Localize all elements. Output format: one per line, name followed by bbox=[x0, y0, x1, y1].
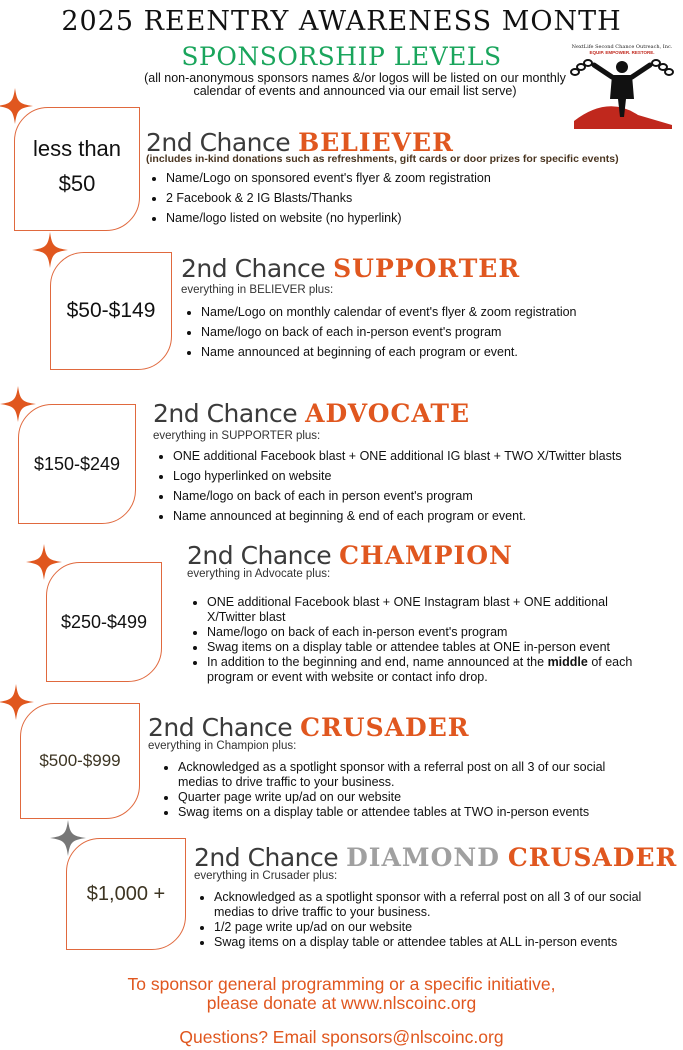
benefit-list-supporter bbox=[181, 302, 681, 362]
level-heading-believer: 2nd Chance BELIEVER bbox=[146, 128, 454, 157]
benefit-item: • In addition to the beginning and end, name announced at the middle of each program or event with website or contact info drop. bbox=[207, 655, 647, 685]
questions-line: Questions? Email sponsors@nlscoinc.org bbox=[179, 1027, 504, 1047]
sparkle-star-icon bbox=[0, 386, 36, 422]
benefit-item: • Name announced at beginning & end of each program or event. bbox=[173, 506, 683, 526]
benefit-item: • Swag items on a display table or attendee tables at ALL in-person events bbox=[214, 935, 683, 950]
sparkle-star-icon bbox=[0, 684, 34, 720]
logo-org-name: NextLife Second Chance Outreach, Inc. bbox=[571, 44, 673, 50]
level-heading-champion: 2nd Chance CHAMPION bbox=[187, 541, 513, 570]
level-subtitle-supporter: everything in BELIEVER plus: bbox=[181, 284, 334, 296]
benefit-item: • Acknowledged as a spotlight sponsor with a referral post on all 3 of our social medias to drive traffic to your business. bbox=[214, 890, 683, 920]
benefit-list-champion bbox=[187, 595, 647, 685]
page-title: 2025 REENTRY AWARENESS MONTH bbox=[61, 6, 622, 37]
level-subtitle-champion: everything in Advocate plus: bbox=[187, 568, 331, 580]
level-subtitle-crusader: everything in Champion plus: bbox=[148, 740, 297, 752]
price-box-supporter bbox=[50, 252, 172, 370]
level-heading-supporter: 2nd Chance SUPPORTER bbox=[181, 254, 521, 283]
sparkle-star-icon bbox=[26, 544, 62, 580]
benefit-item: • Name/Logo on sponsored event's flyer & zoom registration bbox=[166, 168, 683, 188]
price-box-champion bbox=[46, 562, 162, 682]
benefit-item: • Swag items on a display table or attendee tables at ONE in-person event bbox=[207, 640, 647, 655]
sparkle-star-gray-icon bbox=[50, 820, 86, 856]
header-note: (all non-anonymous sponsors names &/or logos will be listed on our monthly calendar of events and announced via our email list serve) bbox=[144, 71, 566, 98]
price-label: $250-$499 bbox=[60, 611, 148, 632]
benefit-item: • Logo hyperlinked on website bbox=[173, 466, 683, 486]
benefit-item: • ONE additional Facebook blast + ONE additional IG blast + TWO X/Twitter blasts bbox=[173, 446, 683, 466]
page-subtitle: SPONSORSHIP LEVELS bbox=[181, 42, 502, 71]
price-label: $50-$149 bbox=[66, 299, 156, 322]
level-subtitle-advocate: everything in SUPPORTER plus: bbox=[153, 430, 321, 442]
price-label: $150-$249 bbox=[33, 453, 121, 474]
level-heading-crusader: 2nd Chance CRUSADER bbox=[148, 713, 470, 742]
donate-line1: To sponsor general programming or a specific initiative, bbox=[127, 974, 556, 994]
benefit-list-believer bbox=[146, 168, 683, 228]
benefit-item: • Name/logo listed on website (no hyperlink) bbox=[166, 208, 683, 228]
donate-line2: please donate at www.nlscoinc.org bbox=[206, 993, 477, 1013]
sparkle-star-icon bbox=[0, 88, 33, 124]
level-heading-advocate: 2nd Chance ADVOCATE bbox=[153, 399, 471, 428]
level-heading-diamond-crusader: 2nd Chance DIAMOND CRUSADER bbox=[194, 843, 678, 872]
benefit-item: • Quarter page write up/ad on our website bbox=[178, 790, 648, 805]
benefit-list-crusader bbox=[158, 760, 648, 820]
benefit-list-advocate bbox=[153, 446, 683, 526]
org-logo bbox=[568, 44, 676, 132]
benefit-item: • Name/Logo on monthly calendar of event's flyer & zoom registration bbox=[201, 302, 681, 322]
price-line2: $50 bbox=[58, 171, 96, 196]
level-subtitle-diamond-crusader: everything in Crusader plus: bbox=[194, 870, 338, 882]
benefit-item: • Name announced at beginning of each program or event. bbox=[201, 342, 681, 362]
benefit-list-diamond-crusader bbox=[194, 890, 683, 950]
price-box-believer bbox=[14, 107, 140, 231]
benefit-item: • Name/logo on back of each in person event's program bbox=[173, 486, 683, 506]
price-box-advocate bbox=[18, 404, 136, 524]
sparkle-star-icon bbox=[32, 232, 68, 268]
logo-tagline: EQUIP. EMPOWER. RESTORE. bbox=[589, 50, 655, 55]
benefit-item: • 1/2 page write up/ad on our website bbox=[214, 920, 683, 935]
level-subtitle-believer: (includes in-kind donations such as refreshments, gift cards or door prizes for specific events) bbox=[146, 153, 619, 165]
chain-breaker-icon bbox=[568, 55, 676, 129]
price-label: $500-$999 bbox=[39, 751, 121, 770]
benefit-item: • Acknowledged as a spotlight sponsor with a referral post on all 3 of our social medias to drive traffic to your business. bbox=[178, 760, 648, 790]
benefit-item: • Name/logo on back of each in-person event's program bbox=[207, 625, 647, 640]
benefit-item: • Name/logo on back of each in-person event's program bbox=[201, 322, 681, 342]
benefit-item: • ONE additional Facebook blast + ONE Instagram blast + ONE additional X/Twitter blast bbox=[207, 595, 647, 625]
price-label: $1,000 + bbox=[86, 882, 166, 905]
price-box-crusader bbox=[20, 703, 140, 819]
benefit-item: • Swag items on a display table or attendee tables at TWO in-person events bbox=[178, 805, 648, 820]
benefit-item: • 2 Facebook & 2 IG Blasts/Thanks bbox=[166, 188, 683, 208]
price-line1: less than bbox=[32, 136, 122, 161]
